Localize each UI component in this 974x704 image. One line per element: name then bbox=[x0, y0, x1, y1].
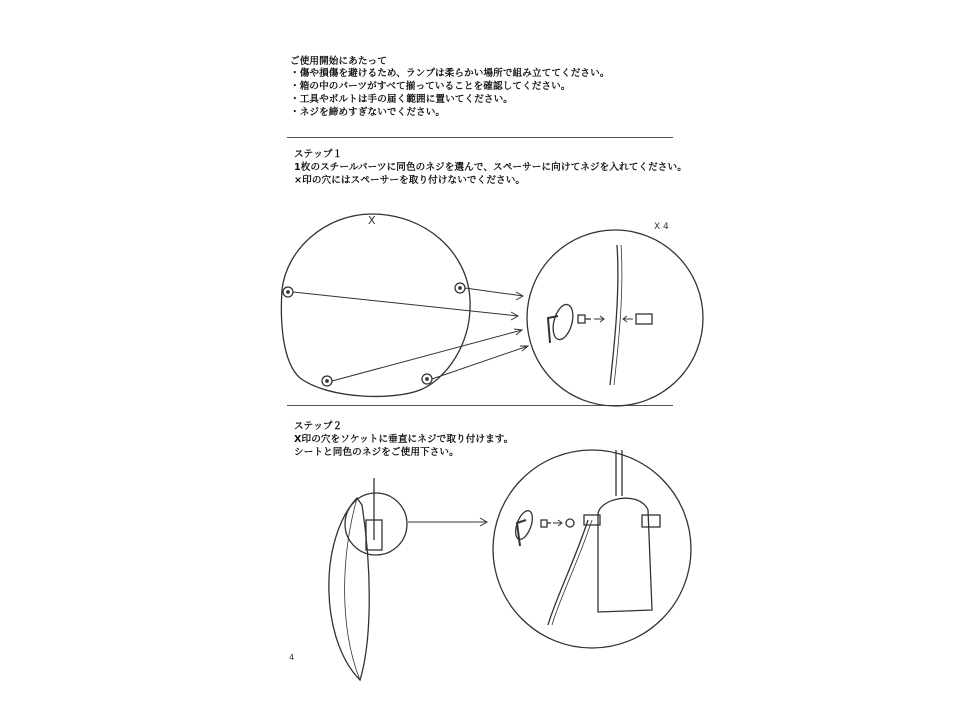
step2-title: ステップ２ bbox=[294, 421, 343, 432]
washer bbox=[512, 509, 535, 542]
screw-icon bbox=[541, 520, 551, 527]
socket-knob bbox=[642, 515, 660, 527]
page-number: 4 bbox=[289, 653, 295, 662]
lamp-shade bbox=[329, 498, 369, 680]
x-mark-label: X bbox=[368, 214, 376, 227]
step2-line: X印の穴をソケットに垂直にネジで取り付けます。 bbox=[294, 434, 514, 445]
intro-bullet: ・工具やボルトは手の届く範囲に置いてください。 bbox=[290, 94, 513, 105]
intro-heading: ご使用開始にあたって bbox=[290, 56, 387, 67]
allen-key-icon bbox=[517, 520, 526, 546]
step2-line: シートと同色のネジをご使用下さい。 bbox=[294, 447, 459, 458]
step1-line: 1枚のスチールパーツに同色のネジを選んで、スペーサーに向けてネジを入れてください。 bbox=[294, 162, 687, 173]
step1-title: ステップ１ bbox=[294, 149, 343, 160]
intro-bullet: ・ネジを締めすぎないでください。 bbox=[290, 107, 446, 118]
detail-circle bbox=[493, 450, 691, 648]
intro-bullet: ・箱の中のパーツがすべて揃っていることを確認してください。 bbox=[290, 81, 571, 92]
zoom-circle bbox=[345, 493, 407, 555]
intro-bullet: ・傷や損傷を避けるため、ランプは柔らかい場所で組み立ててください。 bbox=[290, 68, 610, 79]
steel-rod bbox=[548, 520, 588, 625]
quantity-label: X 4 bbox=[654, 222, 669, 232]
step1-line: ×印の穴にはスペーサーを取り付けないでください。 bbox=[294, 175, 526, 186]
